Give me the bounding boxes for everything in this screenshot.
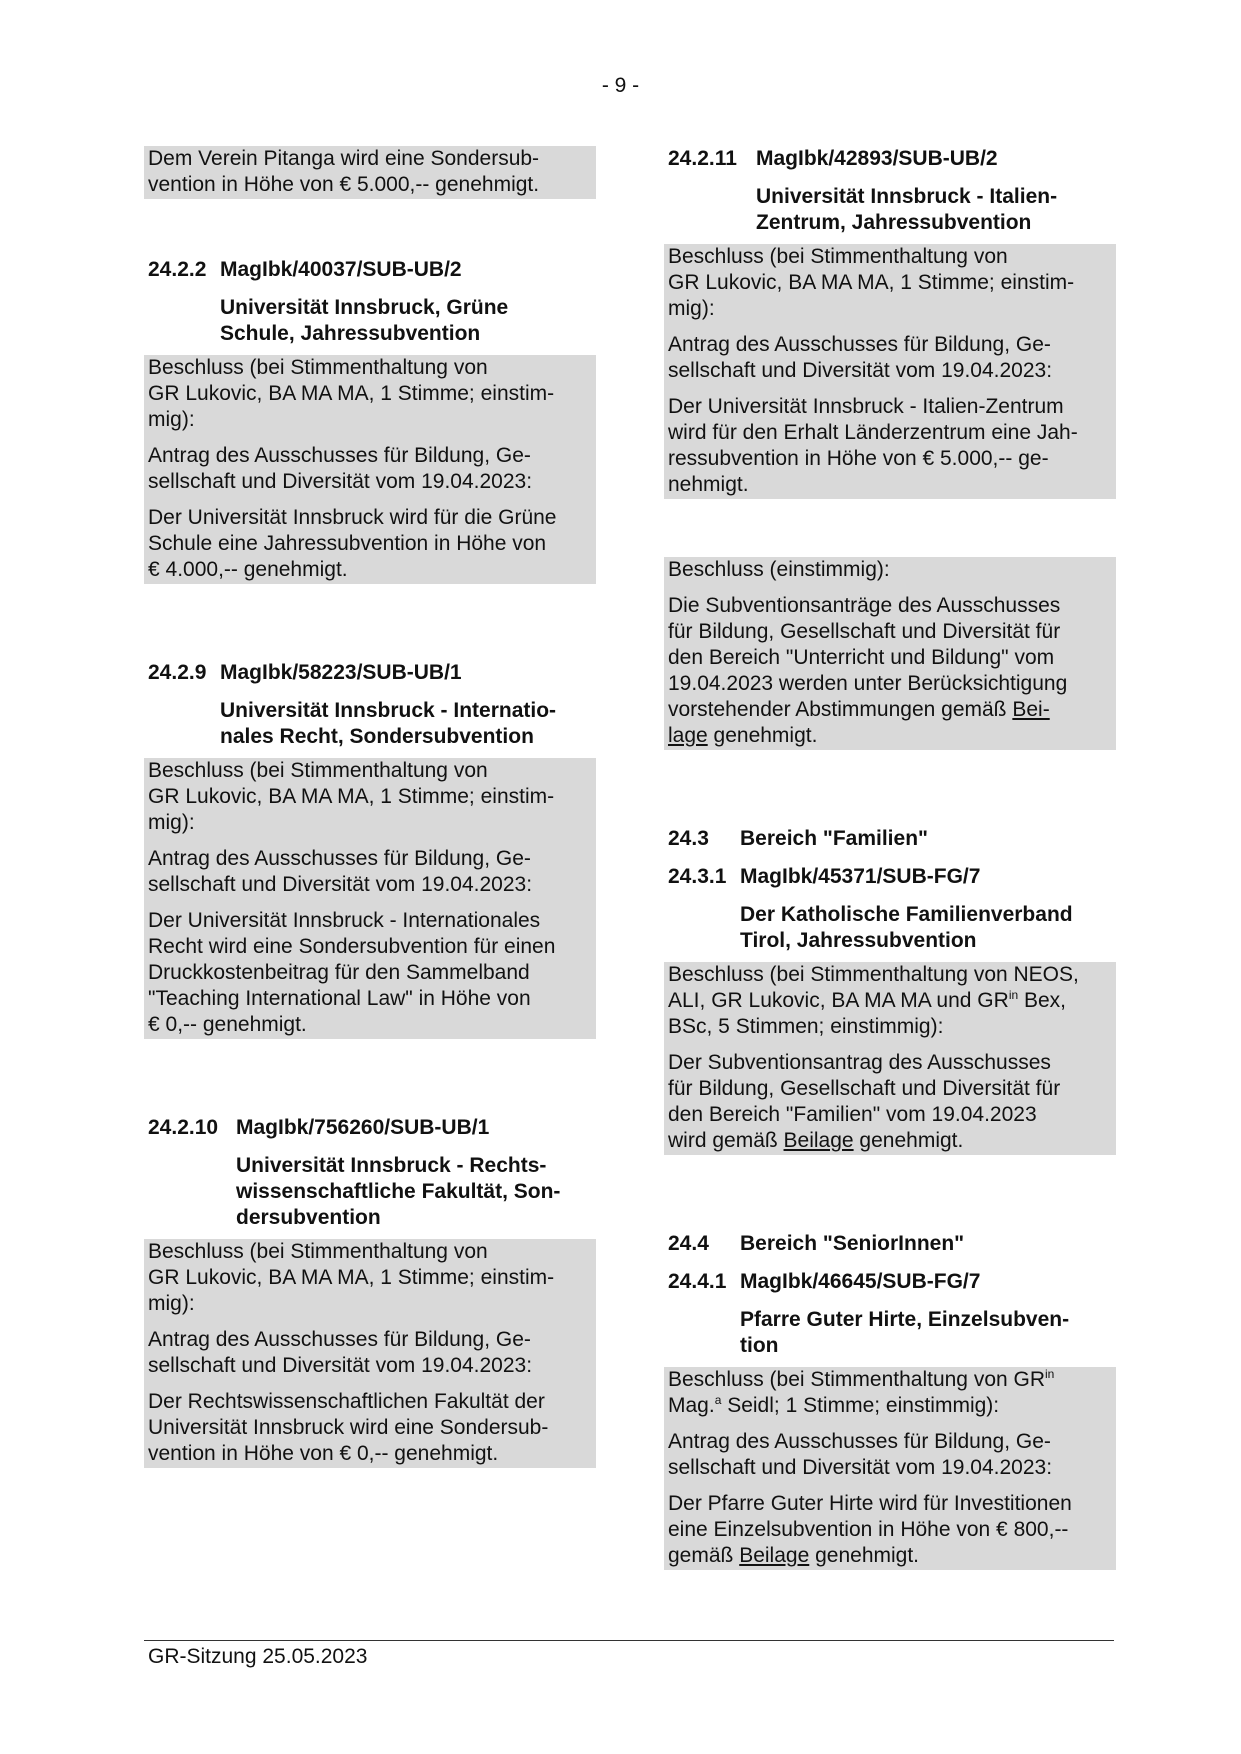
section-24-2-9 [144,660,596,1039]
section-heading [664,1269,1116,1295]
section-24-4-heading [664,1231,1116,1257]
section-24-4-1 [664,1269,1116,1570]
decision-block [664,244,1116,499]
body-text: Der Universität Innsbruck - Italien-Zentrum wird für den Erhalt Länderzentrum eine Jah- ressubvention in Höhe von € 5.000,-- ge- nehmigt. [668,395,1078,496]
section-title: Universität Innsbruck - Italien- Zentrum, Jahressubvention [756,185,1058,234]
section-number: 24.2.9 [148,661,207,684]
section-number: 24.3.1 [668,865,727,888]
body-text: Der Pfarre Guter Hirte wird für Investitionen eine Einzelsubvention in Höhe von € 800,-- gemäß Beilage genehmigt. [668,1492,1072,1567]
section-code: MagIbk/756260/SUB-UB/1 [236,1116,490,1139]
right-column [664,146,1116,1580]
footer-divider [144,1640,1114,1641]
section-24-3-heading [664,826,1116,852]
section-title: Bereich "SeniorInnen" [740,1232,965,1255]
body-text: Der Subventionsantrag des Ausschusses für Bildung, Gesellschaft und Diversität für den Bereich "Familien" vom 19.04.2023 wird gemäß Beilage genehmigt. [668,1051,1061,1152]
decision-block [664,1367,1116,1570]
beilage-link[interactable]: lage [668,724,708,747]
section-heading [144,257,596,283]
section-24-3-1 [664,864,1116,1155]
decision-text: Beschluss (bei Stimmenthaltung von NEOS, ALI, GR Lukovic, BA MA MA und $GR^{in}$ Bex, BSc, 5 Stimmen; einstimmig): [668,963,1079,1038]
decision-text: Beschluss (bei Stimmenthaltung von GR Lukovic, BA MA MA, 1 Stimme; einstim- mig): [668,245,1075,320]
section-title: Bereich "Familien" [740,827,928,850]
section-24-2-11 [664,146,1116,499]
section-24-2-2 [144,257,596,584]
section-number: 24.4 [668,1232,709,1255]
section-title: Der Katholische Familienverband Tirol, Jahressubvention [740,903,1073,952]
summary-block [664,557,1116,750]
section-number: 24.2.2 [148,258,207,281]
section-heading [144,1115,596,1141]
decision-text: Beschluss (bei Stimmenthaltung von $GR^{in}$ Mag.$^a$ Seidl; 1 Stimme; einstimmig): [668,1367,1055,1417]
beilage-link[interactable]: Beilage [783,1129,854,1152]
decision-block [144,355,596,584]
section-number: 24.2.10 [148,1116,219,1139]
beilage-link[interactable]: Beilage [739,1544,810,1567]
decision-text: Beschluss (bei Stimmenthaltung von GR Lukovic, BA MA MA, 1 Stimme; einstim- mig): [148,1240,555,1315]
footer-text: GR-Sitzung 25.05.2023 [148,1645,368,1668]
section-code: MagIbk/40037/SUB-UB/2 [220,258,462,281]
motion-text: Antrag des Ausschusses für Bildung, Ge- sellschaft und Diversität vom 19.04.2023: [148,847,533,896]
decision-block [144,758,596,1039]
section-heading [144,660,596,686]
section-code: MagIbk/58223/SUB-UB/1 [220,661,462,684]
motion-text: Antrag des Ausschusses für Bildung, Ge- sellschaft und Diversität vom 19.04.2023: [148,444,533,493]
section-title: Universität Innsbruck, Grüne Schule, Jahressubvention [220,296,509,345]
decision-text: Beschluss (einstimmig): [668,558,890,581]
section-title: Universität Innsbruck - Internatio- nales Recht, Sondersubvention [220,699,557,748]
section-heading [664,864,1116,890]
decision-block [664,962,1116,1155]
decision-text: Beschluss (bei Stimmenthaltung von GR Lukovic, BA MA MA, 1 Stimme; einstim- mig): [148,356,555,431]
motion-text: Antrag des Ausschusses für Bildung, Ge- sellschaft und Diversität vom 19.04.2023: [668,333,1053,382]
section-code: MagIbk/46645/SUB-FG/7 [740,1270,981,1293]
body-text: Die Subventionsanträge des Ausschusses für Bildung, Gesellschaft und Diversität für den Bereich "Unterricht und Bildung" vom 19.04.2023 werden unter Berücksichtigung vorstehender Abstimmungen gemäß Bei- lage genehmigt. [668,594,1068,747]
decision-block [144,1239,596,1468]
section-number: 24.3 [668,827,709,850]
section-heading [664,146,1116,172]
section-24-2-10 [144,1115,596,1468]
body-text: Der Rechtswissenschaftlichen Fakultät der Universität Innsbruck wird eine Sondersub- vention in Höhe von € 0,-- genehmigt. [148,1390,549,1465]
section-number: 24.4.1 [668,1270,727,1293]
section-code: MagIbk/42893/SUB-UB/2 [756,147,998,170]
section-number: 24.2.11 [668,147,737,170]
section-title: Pfarre Guter Hirte, Einzelsubven- tion [740,1308,1070,1357]
body-text: Der Universität Innsbruck - Internationales Recht wird eine Sondersubvention für einen Druckkostenbeitrag für den Sammelband "Teaching International Law" in Höhe von € 0,-- genehmigt. [148,909,556,1036]
decision-text: Beschluss (bei Stimmenthaltung von GR Lukovic, BA MA MA, 1 Stimme; einstim- mig): [148,759,555,834]
motion-text: Antrag des Ausschusses für Bildung, Ge- sellschaft und Diversität vom 19.04.2023: [668,1430,1053,1479]
intro-text: Dem Verein Pitanga wird eine Sondersub- vention in Höhe von € 5.000,-- genehmigt. [148,147,540,196]
body-text: Der Universität Innsbruck wird für die Grüne Schule eine Jahressubvention in Höhe von € 4.000,-- genehmigt. [148,506,557,581]
section-code: MagIbk/45371/SUB-FG/7 [740,865,981,888]
page-number: - 9 - [601,74,640,97]
intro-block [144,146,596,199]
beilage-link[interactable]: Bei- [1012,698,1050,721]
left-column [144,146,596,1478]
section-title: Universität Innsbruck - Rechts- wissenschaftliche Fakultät, Son- dersubvention [236,1154,561,1229]
motion-text: Antrag des Ausschusses für Bildung, Ge- sellschaft und Diversität vom 19.04.2023: [148,1328,533,1377]
